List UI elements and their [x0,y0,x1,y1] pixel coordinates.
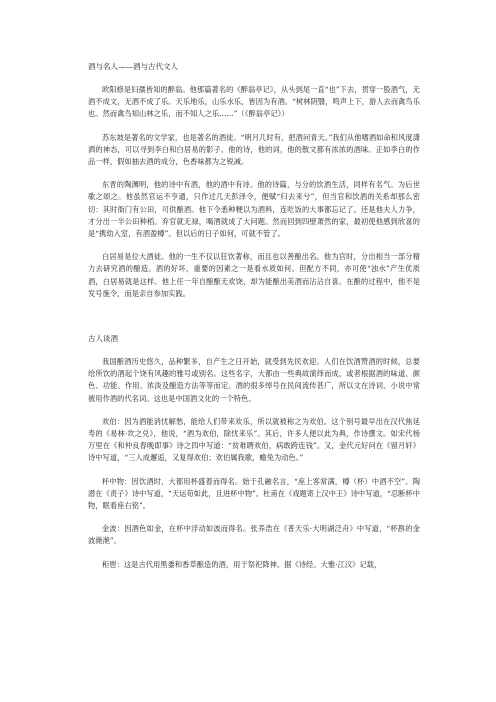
paragraph-su-dongpo: 苏东坡是著名的文学家，也是著名的酒徒。“明月几时有，把酒问青天。”我们从他嗜酒如命和风度潇洒的神态，可以寻到李白和白居易的影子。他的诗，他的词，他的散文都有浓浓的酒味。正如李白的作品一样，假如抽去酒的成分，色香味都为之锐减。 [88,132,420,167]
paragraph-intro: 我国酿酒历史悠久，品种繁多，自产生之日开始，就受到先民欢迎。人们在饮酒赞酒的时候，总要给所饮的酒起个饶有风趣的雅号或别名。这些名字，大都由一些典故演绎而成，或者根据酒的味道、颜色、功能、作用、浓淡及酿造方法等等而定。酒的很多绰号在民间流传甚广，所以文在诗词、小说中常被用作酒的代名词。这也是中国酒文化的一个特色。 [88,357,420,403]
section-ancients-on-wine [88,333,420,571]
section-title: 酒与名人——酒与古代文人 [88,62,178,71]
paragraph-bai-juyi: 白居易是位大酒徒。他的一生不仅以狂饮著称，而且也以善酿出名。他为官时，分出相当一部分精力去研究酒的酿造。酒的好坏，重要的因素之一是看水质如何。但配方不同，亦可使“浊水”产生优质酒，白居易就是这样。他上任一年自酿酿无欢饶，却为能酿出美酒而沾沾自喜。在酿的过程中，他不是发号施令，而是亲自参加实践。 [88,252,420,298]
paragraph-huanbo: 欢伯：因为酒能消忧解愁，能给人们带来欢乐，所以就被称之为欢伯。这个别号最早出在汉代焦延寿的《易林·坎之兑》，他说，“酒为欢伯，除忧来乐”。其后，许多人便以此为典，作诗撰文。如宋代杨万里在《和仲良春晚即事》诗之四中写道：“贫难聘欢伯，病敢跨连钱”。又，金代元好问在《留月轩》诗中写道，“三人成邂逅，又复得欢伯；欢伯属我歌，蟾兔为动色。” [88,416,420,463]
paragraph-ouyang-xiu: 欧阳修是妇孺皆知的醉翁。他那篇著名的《醉翁亭记》，从头到尾一直“也”下去，贯穿一股酒气，无酒不成文，无酒不成了乐。天乐地乐，山乐水乐，皆因为有酒。“树林阴翳，鸣声上下，游人去而禽鸟乐也。然而禽鸟知山林之乐，而不知人之乐……”（《醉翁亭记》） [88,85,420,119]
section-gap [88,311,420,333]
paragraph-juchang: 秬鬯：这是古代用黑黍和香草酿造的酒，用于祭祀降神。据《诗经。大雅·江汉》记载， [102,559,382,569]
paragraph-tao-yuanming: 东晋的陶渊明，他的诗中有酒，他的酒中有诗。他的诗篇，与分的饮酒生活，同样有名气。为后世歌之颂之。他虽然官运不亨通，只作过几天彭泽令，便赋“归去来兮”，但当官和饮酒的关系却那么密切：其时衙门有公田，可供酿酒。他下令悉种粳以为酒料，连吃饭的大事都忘记了。还是他夫人力争，才分出一半公田种稻。弃官就无禄，喝酒就成了大问题。然而回到四壁萧然的家，最初使他感到欣喜的是“携幼入室，有酒盈樽”。但以后的日子如何，可就不管了。 [88,180,420,239]
section-ancient-literati [88,61,420,300]
paragraph-beizhongwu: 杯中物：因饮酒时，大都用杯盛着而得名。始于孔融名言，“座上客常满，樽（杯）中酒不空”。陶潜在《责子》诗中写道，“天运苟如此，且进杯中物”。杜甫在《戏题寄上汉中王》诗中写道，“忍断杯中物，眠看座右铭”。 [88,476,420,511]
section-title: 古人谈酒 [88,334,118,344]
paragraph-jinbo: 金波：因酒色如金，在杯中浮动如波而得名。张养浩在《普天乐·大明湖泛舟》中写道，“杯斟的金波滟滟”。 [88,524,420,546]
